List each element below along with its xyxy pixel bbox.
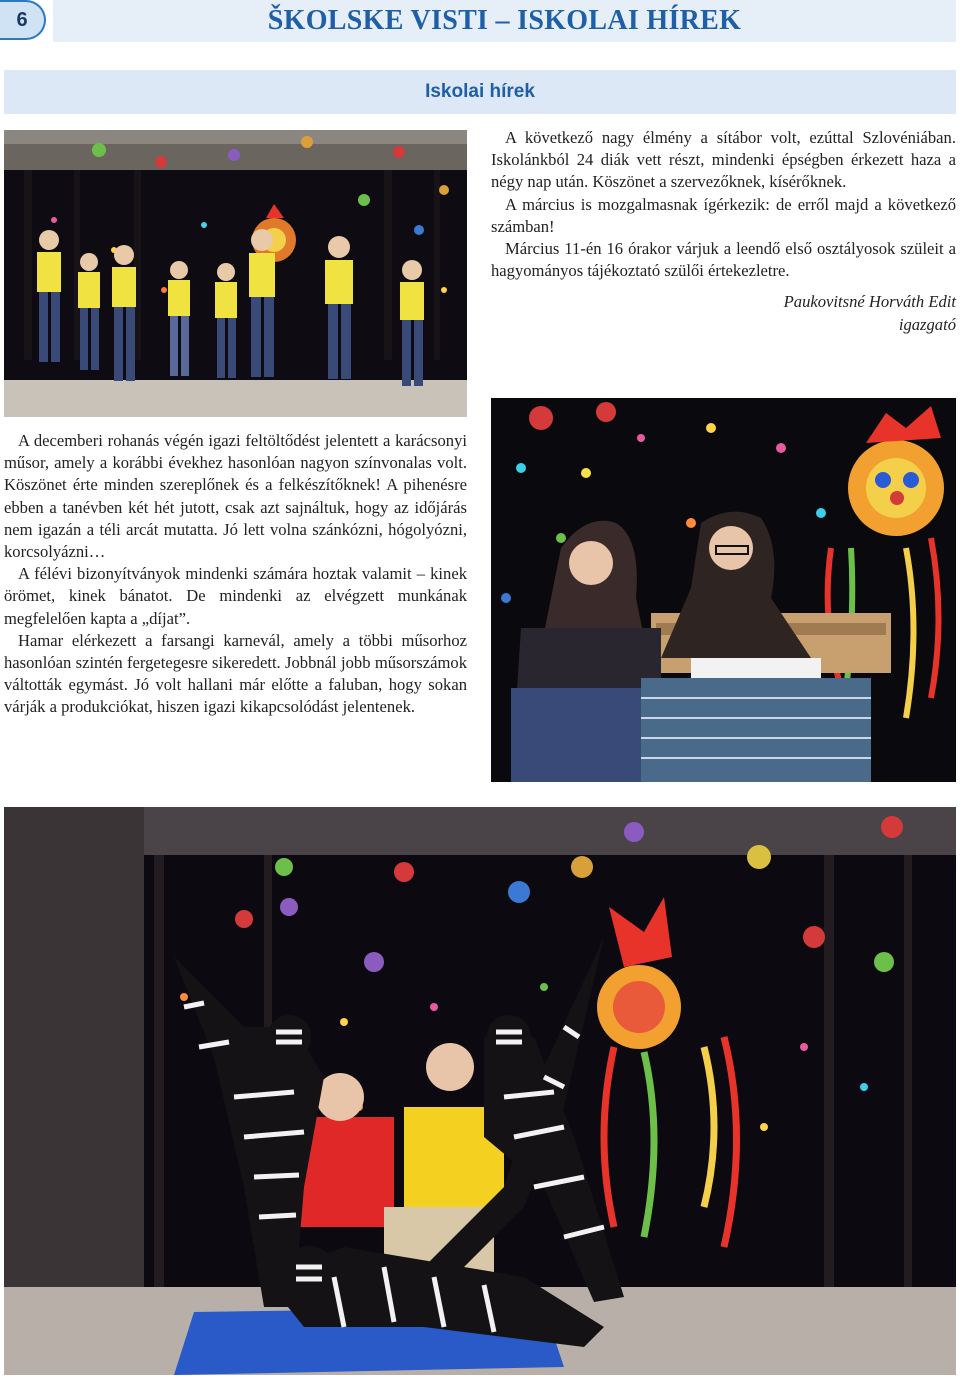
signature-name: Paukovitsné Horváth Edit [783,292,956,312]
paragraph-christmas-show: A decemberi rohanás végén igazi feltöltődést jelentett a karácsonyi műsor, amely a korábbi évekhez hasonlóan nagyon színvonalas volt. Köszönet érte minden szereplőnek és a felkészítőknek! A pihenésre ebben a tanévben két hét jutott, csak azt sajnáltuk, hogy az időjárás nem igazán a téli arcát mutatta. Jó lett volna szánkózni, hógolyózni, korcsolyázni… [4,431,467,562]
signature-title: igazgató [898,314,956,334]
page-number: 6 [16,8,28,31]
section-header [4,70,956,114]
article-left-column [4,430,467,719]
photo-skit-performance [491,398,956,782]
paragraph-ski-camp: A következő nagy élmény a sítábor volt, ezúttal Szlovéniában. Iskolánkból 24 diák vett részt, mindenki épségben érkezett haza a négy nap után. Köszönet a szervezőknek, kísérőknek. [491,128,956,192]
paragraph-parent-meeting: Március 11-én 16 órakor várjuk a leendő első osztályosok szüleit a hagyományos tájékoztató szülői értekezletre. [491,239,956,281]
paragraph-carnival: Hamar elérkezett a farsangi karnevál, amely a többi műsorhoz hasonlóan szintén fergetegesre sikeredett. Jobbnál jobb műsorszámok váltották egymást. Jó volt hallani már előtte a faluban, hogy sokan várják a produkciókat, hiszen igazi kikapcsolódást jelentenek. [4,630,467,717]
paragraph-march: A március is mozgalmasnak ígérkezik: de erről majd a következő számban! [491,194,956,236]
masthead [53,0,956,42]
photo-dance-performance [4,130,467,417]
section-title: Iskolai hírek [425,81,535,102]
masthead-title: ŠKOLSKE VISTI – ISKOLAI HÍREK [267,5,742,36]
article-right-column [491,127,956,336]
paragraph-semester-report: A félévi bizonyítványok mindenki számára hoztak valamit – kinek örömet, kinek bánatot. De mindenki az elvégzett munkának megfelelően kapta a „díjat”. [4,564,467,628]
page-number-tab [0,0,46,40]
photo-zebra-performance [4,807,956,1375]
signature [491,291,956,335]
